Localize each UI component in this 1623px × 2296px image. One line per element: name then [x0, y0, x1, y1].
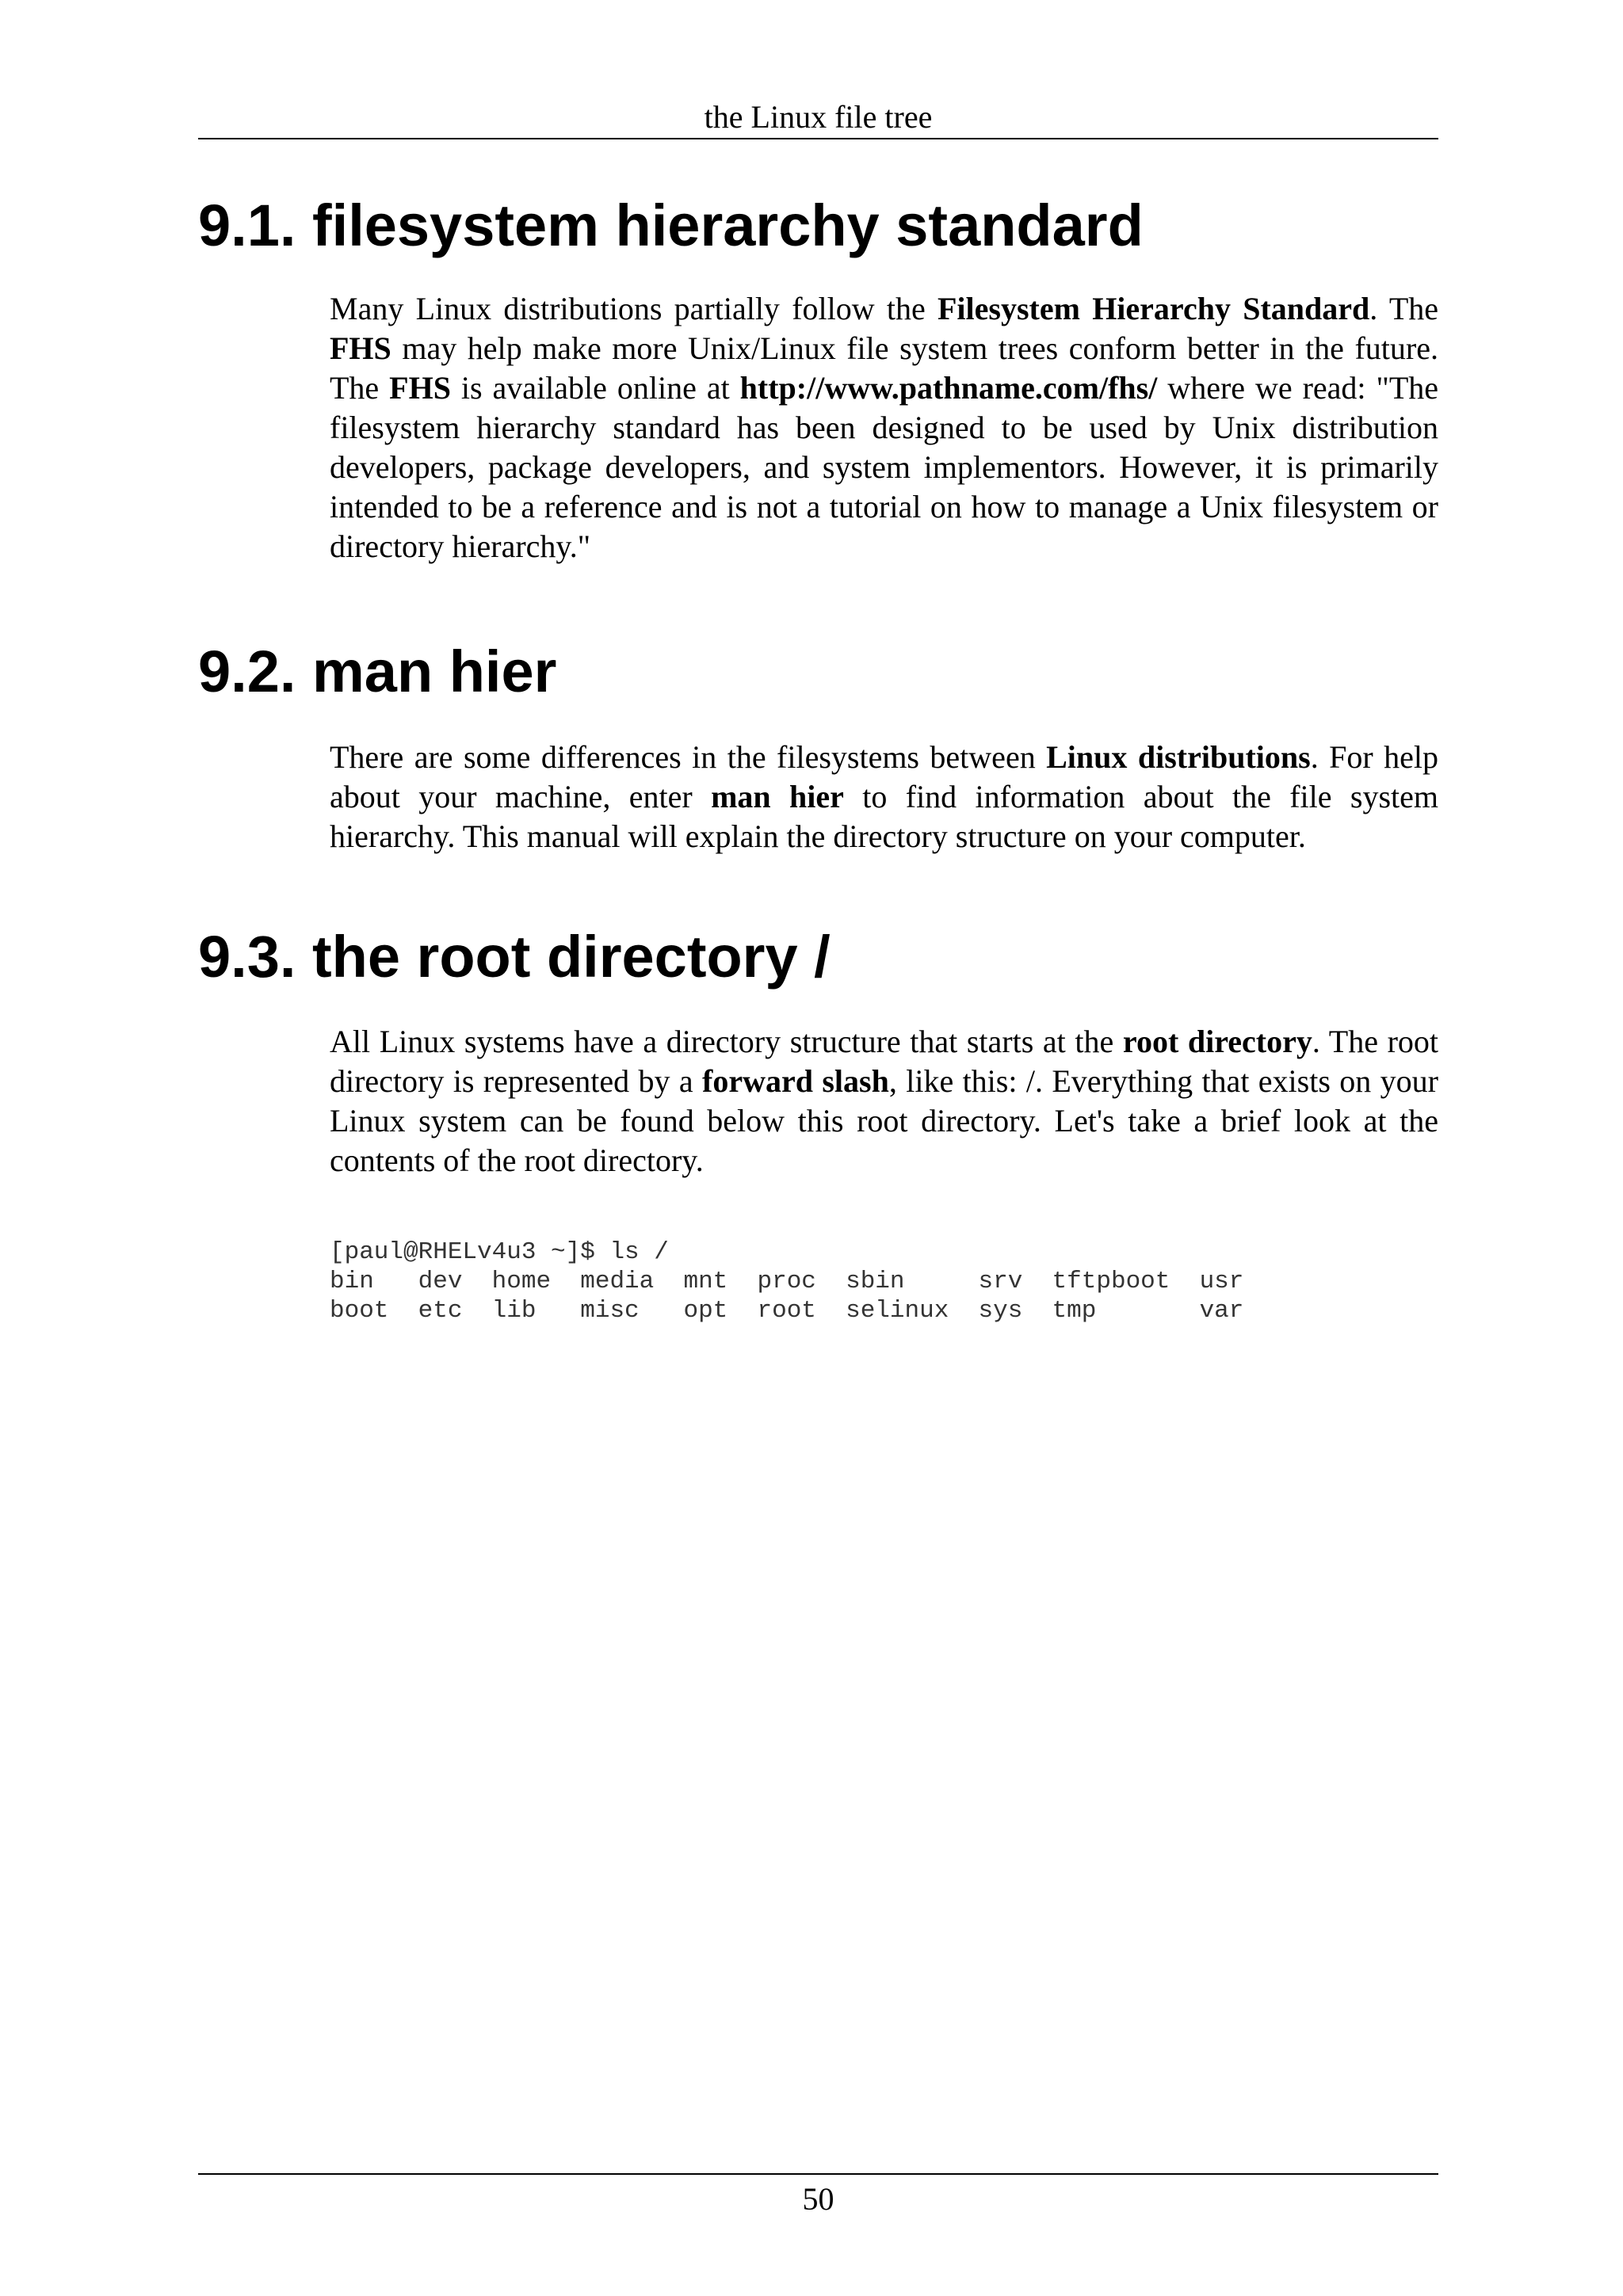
body-text: is available online at	[450, 370, 740, 406]
running-header: the Linux file tree	[704, 99, 933, 135]
emphasis-text: root directory	[1122, 1024, 1312, 1059]
section-title: 9.1. filesystem hierarchy standard	[198, 193, 1144, 258]
emphasis-text: Filesystem Hierarchy Standard	[938, 291, 1370, 326]
page-number: 50	[802, 2181, 834, 2217]
terminal-line: [paul@RHELv4u3 ~]$ ls /	[330, 1238, 669, 1266]
section-man-hier	[198, 636, 1438, 856]
body-text: , like this: /. Everything that exists on your Linux system can be found below this root directory. Let's take a brief look at the contents of the root directory.	[330, 1063, 1438, 1178]
emphasis-text: http://www.pathname.com/fhs/	[739, 370, 1158, 406]
body-text: . The root directory is represented by a	[330, 1024, 1438, 1099]
section-paragraph	[330, 1022, 1438, 1180]
body-text: . The	[1369, 291, 1439, 326]
body-text: . For help about your machine, enter	[330, 739, 1438, 814]
emphasis-text: forward slash	[702, 1063, 889, 1099]
body-text: There are some differences in the filesystems between	[330, 739, 1047, 775]
emphasis-text: FHS	[330, 330, 391, 366]
body-text: All Linux systems have a directory structure that starts at the	[330, 1024, 1123, 1059]
emphasis-text: man hier	[711, 779, 844, 814]
section-paragraph	[330, 738, 1438, 856]
body-text: may help make more Unix/Linux file system trees conform better in the future. The	[330, 330, 1438, 406]
section-title: 9.3. the root directory /	[198, 924, 831, 990]
section-title: 9.2. man hier	[198, 639, 557, 704]
terminal-line: boot etc lib misc opt root selinux sys tmp var	[330, 1297, 1244, 1325]
footer-rule	[198, 2173, 1438, 2175]
emphasis-text: FHS	[389, 370, 451, 406]
emphasis-text: Linux distributions	[1046, 739, 1311, 775]
section-filesystem-hierarchy-standard	[198, 190, 1438, 566]
body-text: where we read: "The filesystem hierarchy standard has been designed to be used by Unix distribution developers, package developers, and system implementors. However, it is primarily intended to be a reference and is not a tutorial on how to manage a Unix filesystem or directory hierarchy."	[330, 370, 1438, 564]
body-text: to find information about the file system hierarchy. This manual will explain the directory structure on your computer.	[330, 779, 1439, 854]
terminal-output	[330, 1238, 1243, 1325]
header-rule	[198, 138, 1438, 139]
section-root-directory	[198, 921, 1438, 1180]
body-text: Many Linux distributions partially follow the	[330, 291, 938, 326]
section-paragraph	[330, 289, 1438, 566]
terminal-line: bin dev home media mnt proc sbin srv tftpboot usr	[330, 1268, 1244, 1295]
